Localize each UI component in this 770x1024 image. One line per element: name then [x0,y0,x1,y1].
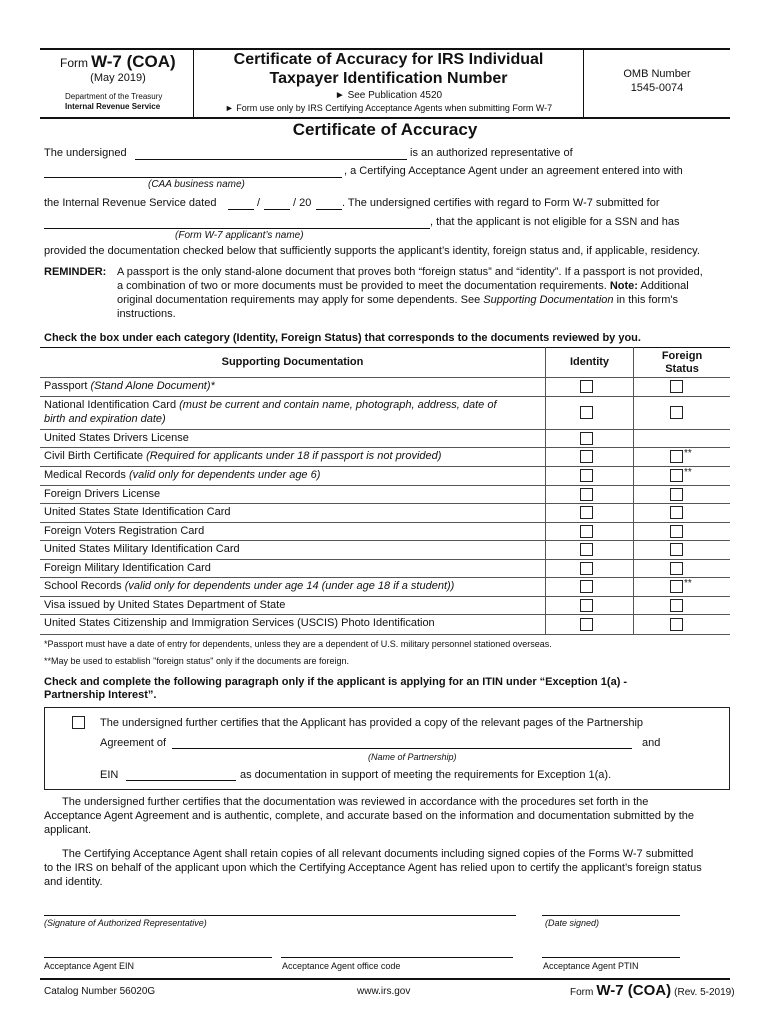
foreign-status-checkbox[interactable] [670,506,683,519]
identity-checkbox[interactable] [580,599,593,612]
foreign-status-checkbox[interactable] [670,525,683,538]
intro-provided: provided the documentation checked below that sufficiently supports the applicant’s identity, foreign status and, if applicable, residency. [44,245,700,257]
footnote-2: **May be used to establish "foreign status" only if the documents are foreign. [44,656,350,666]
check-instruction: Check the box under each category (Identity, Foreign Status) that corresponds to the documents reviewed by you. [44,332,641,344]
applicant-name-field[interactable] [44,228,430,229]
reminder-line2-a: a combination of two or more documents must be provided to meet the documentation requirements. [117,280,607,292]
row-label-line [44,450,441,462]
foreign-status-checkbox[interactable] [670,406,683,419]
dept-name: Department of the Treasury [65,92,163,101]
reminder-line3-ital: Supporting Documentation [483,294,614,306]
reminder-line2 [117,280,689,292]
applicant-caption: (Form W-7 applicant’s name) [175,230,304,241]
footer-rev: (Rev. 5-2019) [674,987,735,998]
exception-line1: The undersigned further certifies that the Applicant has provided a copy of the relevant pages of the Partnership [100,717,644,729]
col-header-foreign-2: Status [665,363,699,375]
table-row-rule [40,377,730,378]
row-label: Foreign Military Identification Card [44,562,211,574]
form-name: W-7 (COA) [91,52,176,71]
footer-rule [40,978,730,980]
table-row-rule [40,503,730,504]
identity-checkbox[interactable] [580,469,593,482]
intro-certifies: . The undersigned certifies with regard to Form W-7 submitted for [342,197,660,209]
agent-ptin-caption: Acceptance Agent PTIN [543,961,639,971]
form-date: (May 2019) [90,72,146,84]
footer-form-name: W-7 (COA) [596,982,672,999]
para2-line3: and identity. [44,876,103,888]
reminder-note: Note: [609,280,638,292]
table-row-rule [40,540,730,541]
date-signed-field[interactable] [542,915,680,916]
exception-ein-label: EIN [100,769,119,781]
identity-checkbox[interactable] [580,562,593,575]
row-label-line [44,488,160,500]
identity-checkbox[interactable] [580,488,593,501]
foreign-status-checkbox[interactable] [670,450,683,463]
exception-heading-2: Partnership Interest”. [44,689,157,701]
caa-caption: (CAA business name) [148,179,245,190]
table-top-rule [40,347,730,348]
agreement-year-field[interactable] [316,209,342,210]
para2-line1: The Certifying Acceptance Agent shall retain copies of all relevant documents including signed copies of the Forms W-7 submitted [62,848,694,860]
form-title-line1: Certificate of Accuracy for IRS Individual [233,51,544,68]
row-label-line [44,399,497,411]
publication-note: ► See Publication 4520 [334,90,443,101]
irs-name: Internal Revenue Service [65,102,161,111]
row-label: National Identification Card [44,399,177,411]
row-label-line [44,380,215,392]
row-note: (must be current and contain name, photograph, address, date of [179,399,497,411]
foreign-status-checkbox[interactable] [670,618,683,631]
table-row-rule [40,485,730,486]
main-title: Certificate of Accuracy [292,120,478,139]
form-prefix: Form [60,56,88,70]
table-row-rule [40,614,730,615]
row-label-line [44,562,211,574]
exception-heading-1: Check and complete the following paragraph only if the applicant is applying for an ITIN under “Exception 1(a) - [44,676,628,688]
foreign-status-mark: ** [684,467,692,478]
header-top-rule [40,48,730,50]
para1-line2: Acceptance Agent Agreement and is authentic, complete, and accurate based on the information and documentation submitted by the [44,810,695,822]
table-col-divider-1 [545,347,546,634]
identity-checkbox[interactable] [580,432,593,445]
reminder-line4: instructions. [117,308,176,320]
partnership-name-field[interactable] [172,748,632,749]
row-label: Visa issued by United States Department of State [44,599,286,611]
table-bottom-rule [40,634,730,635]
row-label: Foreign Drivers License [44,488,161,500]
reminder-line3 [117,294,678,306]
row-label-line [44,543,240,555]
intro-irs-dated: the Internal Revenue Service dated [44,197,217,209]
row-label: United States Citizenship and Immigration Services (USCIS) Photo Identification [44,617,435,629]
exception-agreement-of: Agreement of [100,737,167,749]
agreement-month-field[interactable] [228,209,254,210]
col-header-identity: Identity [569,356,610,368]
date-signed-caption: (Date signed) [545,918,600,928]
table-row-rule [40,522,730,523]
foreign-status-checkbox[interactable] [670,469,683,482]
agent-ein-caption: Acceptance Agent EIN [44,961,135,971]
row-label: Medical Records [44,469,126,481]
catalog-number: Catalog Number 56020G [44,986,156,997]
form-id [60,52,176,72]
identity-checkbox[interactable] [580,525,593,538]
omb-number: 1545-0074 [630,82,684,94]
row-label-line [44,506,231,518]
identity-checkbox[interactable] [580,450,593,463]
row-label: United States State Identification Card [44,506,231,518]
omb-label: OMB Number [623,68,691,80]
identity-checkbox[interactable] [580,543,593,556]
irs-website[interactable]: www.irs.gov [357,986,411,997]
agent-office-code-caption: Acceptance Agent office code [282,961,401,971]
row-label-line [44,432,189,444]
table-row-rule [40,466,730,467]
agreement-day-field[interactable] [264,209,290,210]
reminder-line3-b: in this form's [616,294,678,306]
row-label-line [44,617,435,629]
footer-form-prefix: Form [570,987,594,998]
signature-field[interactable] [44,915,516,916]
table-row-rule [40,596,730,597]
header-bottom-rule [40,117,730,119]
foreign-status-checkbox[interactable] [670,580,683,593]
reminder-line2-b: Additional [640,280,689,292]
undersigned-name-field[interactable] [135,159,407,160]
agent-office-code-field[interactable] [281,957,513,958]
table-row-rule [40,577,730,578]
col-header-documentation: Supporting Documentation [221,356,364,368]
identity-checkbox[interactable] [580,618,593,631]
row-note: (Stand Alone Document)* [90,380,215,392]
footnote-1: *Passport must have a date of entry for dependents, unless they are a dependent of U.S. military personnel stationed overseas. [44,639,552,649]
signature-caption: (Signature of Authorized Representative) [44,918,207,928]
para1-line1: The undersigned further certifies that the documentation was reviewed in accordance with the procedures set forth in the [62,796,649,808]
form-title-line2: Taxpayer Identification Number [269,70,508,87]
exception-and: and [642,737,661,749]
foreign-status-checkbox[interactable] [670,543,683,556]
row-label: Foreign Voters Registration Card [44,525,205,537]
row-label: School Records [44,580,122,592]
identity-checkbox[interactable] [580,406,593,419]
row-label-line [44,599,285,611]
row-note: (valid only for dependents under age 14 (under age 18 if a student)) [124,580,455,592]
row-label-line [44,580,454,592]
table-row-rule [40,396,730,397]
row-label: United States Drivers License [44,432,189,444]
agent-ein-field[interactable] [44,957,272,958]
foreign-status-mark: ** [684,448,692,459]
row-note: (valid only for dependents under age 6) [128,469,321,481]
para2-line2: to the IRS on behalf of the applicant upon which the Certifying Acceptance Agent has relied upon to certify the applicant’s foreign status [44,862,702,874]
date-slash-2: / 20 [293,197,312,209]
row-label: United States Military Identification Card [44,543,240,555]
partnership-ein-field[interactable] [126,780,236,781]
table-col-divider-2 [633,347,634,634]
intro-caa-text: , a Certifying Acceptance Agent under an agreement entered into with [344,165,683,177]
row-label: Civil Birth Certificate [44,450,144,462]
reminder-line3-a: original documentation requirements may apply for some dependents. See [117,294,481,306]
row-label-line [44,525,204,537]
foreign-status-checkbox[interactable] [670,562,683,575]
row-label-line [44,469,320,481]
reminder-line1: A passport is the only stand-alone document that proves both “foreign status” and “identity”. If a passport is not provided, [117,266,703,278]
col-header-foreign-1: Foreign [661,350,703,362]
exception-ein-text: as documentation in support of meeting the requirements for Exception 1(a). [240,769,612,781]
use-note: ► Form use only by IRS Certifying Acceptance Agents when submitting Form W-7 [224,103,553,113]
intro-not-eligible: , that the applicant is not eligible for a SSN and has [430,216,680,228]
table-row-rule [40,447,730,448]
identity-checkbox[interactable] [580,506,593,519]
intro-undersigned: The undersigned [44,147,127,159]
foreign-status-mark: ** [684,578,692,589]
exception-checkbox[interactable] [72,716,85,729]
footer-form-id [570,982,735,999]
foreign-status-checkbox[interactable] [670,488,683,501]
row-label: Passport [44,380,88,392]
table-row-rule [40,429,730,430]
caa-business-name-field[interactable] [44,177,342,178]
reminder-label: REMINDER: [44,266,107,278]
identity-checkbox[interactable] [580,380,593,393]
para1-line3: applicant. [44,824,92,836]
date-slash-1: / [257,197,261,209]
agent-ptin-field[interactable] [542,957,680,958]
row-note-continued: birth and expiration date) [44,413,166,425]
foreign-status-checkbox[interactable] [670,380,683,393]
foreign-status-checkbox[interactable] [670,599,683,612]
intro-authorized-rep: is an authorized representative of [410,147,573,159]
row-note: (Required for applicants under 18 if passport is not provided) [146,450,442,462]
identity-checkbox[interactable] [580,580,593,593]
partnership-caption: (Name of Partnership) [368,752,457,762]
table-row-rule [40,559,730,560]
